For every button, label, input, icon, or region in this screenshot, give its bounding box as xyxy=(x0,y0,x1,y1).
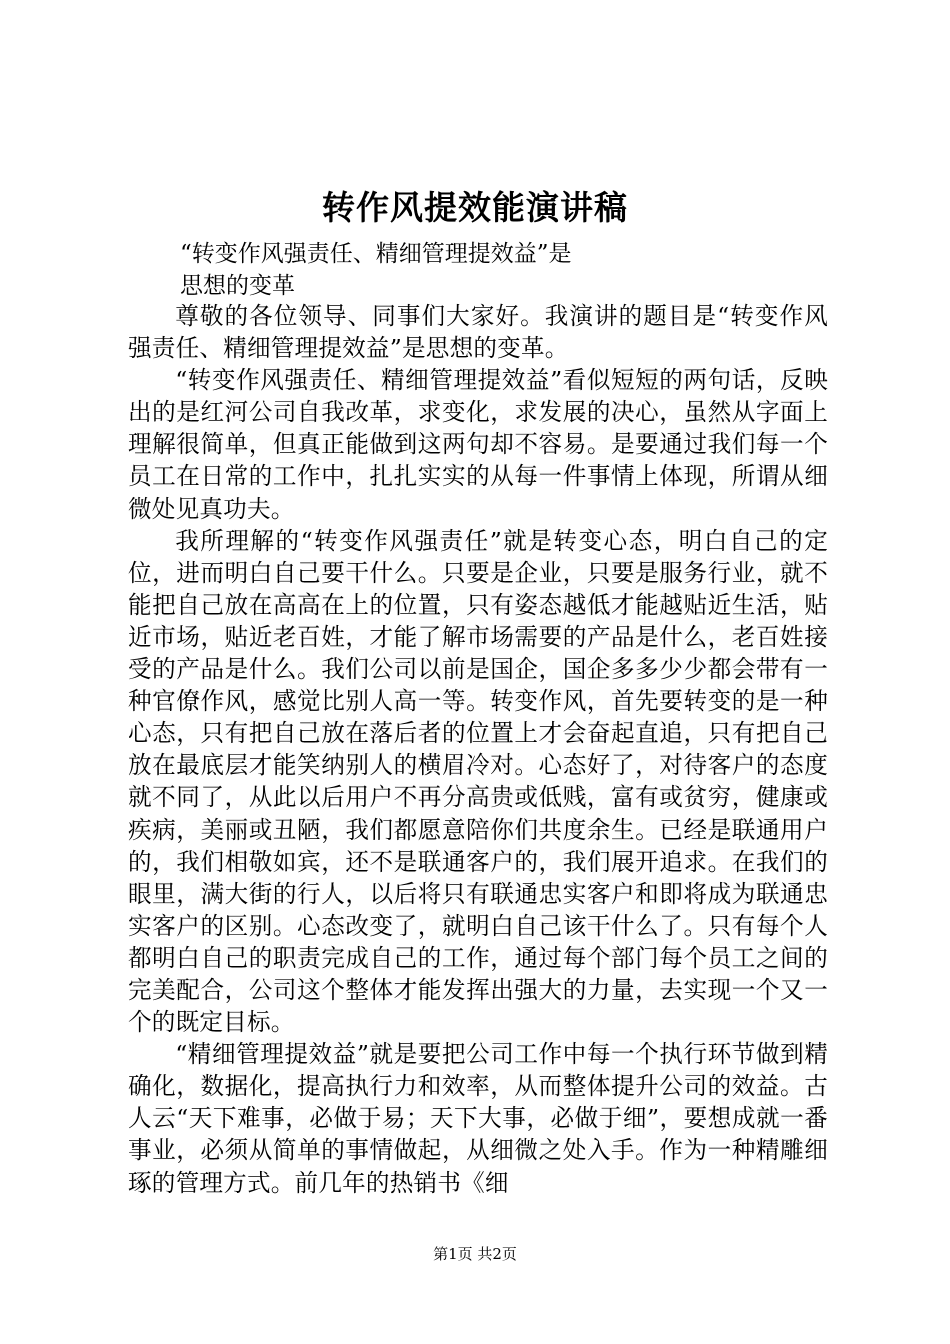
paragraph-greeting: 尊敬的各位领导、同事们大家好。我演讲的题目是“转变作风强责任、精细管理提效益”是思想的变革。 xyxy=(128,302,828,363)
paragraph-fine-management: “精细管理提效益”就是要把公司工作中每一个执行环节做到精确化，数据化，提高执行力和效率，从而整体提升公司的效益。古人云“天下难事，必做于易；天下大事，必做于细”，要想成就一番事业，必须从简单的事情做起，从细微之处入手。作为一种精雕细琢的管理方式。前几年的热销书《细 xyxy=(128,1040,828,1197)
subtitle-line-1: “转变作风强责任、精细管理提效益”是 xyxy=(180,241,572,267)
document-body xyxy=(128,300,828,1199)
paragraph-intro: “转变作风强责任、精细管理提效益”看似短短的两句话，反映出的是红河公司自我改革，求变化，求发展的决心，虽然从字面上理解很简单，但真正能做到这两句却不容易。是要通过我们每一个员工在日常的工作中，扎扎实实的从每一件事情上体现，所谓从细微处见真功夫。 xyxy=(128,366,828,523)
page-footer: 第1页 共2页 xyxy=(433,1245,517,1263)
subtitle-line-2: 思想的变革 xyxy=(180,273,295,299)
paragraph-style-responsibility: 我所理解的“转变作风强责任”就是转变心态，明白自己的定位，进而明白自己要干什么。只要是企业，只要是服务行业，就不能把自己放在高高在上的位置，只有姿态越低才能越贴近生活，贴近市场，贴近老百姓，才能了解市场需要的产品是什么，老百姓接受的产品是什么。我们公司以前是国企，国企多多少少都会带有一种官僚作风，感觉比别人高一等。转变作风，首先要转变的是一种心态，只有把自己放在落后者的位置上才会奋起直追，只有把自己放在最底层才能笑纳别人的横眉冷对。心态好了，对待客户的态度就不同了，从此以后用户不再分高贵或低贱，富有或贫穷，健康或疾病，美丽或丑陋，我们都愿意陪你们共度余生。已经是联通用户的，我们相敬如宾，还不是联通客户的，我们展开追求。在我们的眼里，满大街的行人，以后将只有联通忠实客户和即将成为联通忠实客户的区别。心态改变了，就明白自己该干什么了。只有每个人都明白自己的职责完成自己的工作，通过每个部门每个员工之间的完美配合，公司这个整体才能发挥出强大的力量，去实现一个又一个的既定目标。 xyxy=(128,526,828,1037)
document-title: 转作风提效能演讲稿 xyxy=(322,188,628,227)
